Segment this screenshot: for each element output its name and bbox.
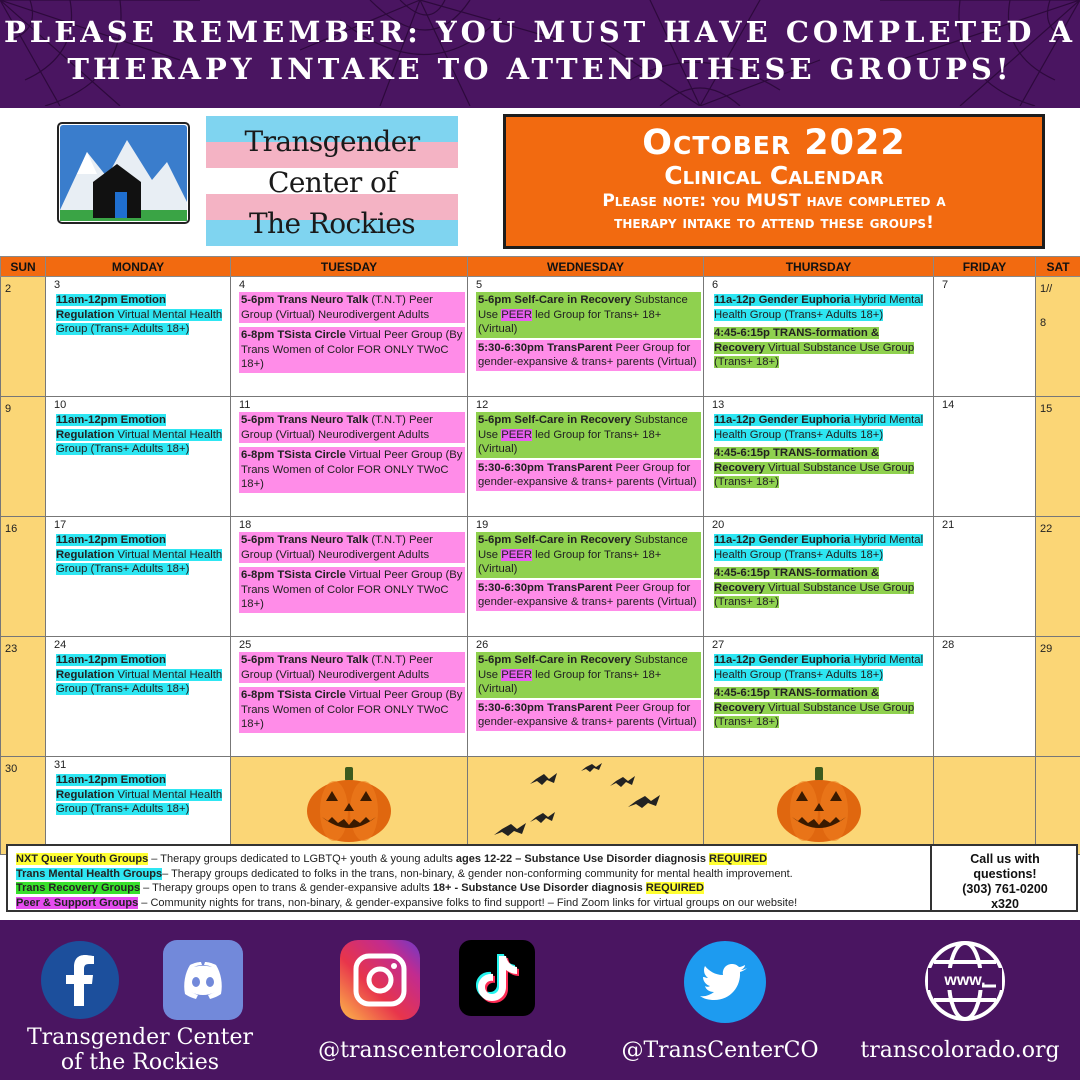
banner-line-2: THERAPY INTAKE TO ATTEND THESE GROUPS!	[67, 52, 1013, 86]
jack-o-lantern-icon	[774, 765, 864, 845]
day-cell-thu	[704, 277, 934, 397]
peer-highlight: PEER	[501, 308, 532, 321]
day-cell-mon	[46, 757, 231, 855]
day-cell-sun	[1, 517, 46, 637]
peer-highlight: PEER	[501, 428, 532, 441]
event-gender-euphoria[interactable]	[712, 292, 931, 323]
event-detail: Substance Use	[478, 414, 688, 441]
event-title: 4:45-6:15p TRANS-formation & Recovery	[714, 447, 880, 474]
event-trans-formation-recovery[interactable]	[712, 445, 931, 491]
event-detail: Peer Group for gender-expansive & trans+ parents (Virtual)	[478, 461, 697, 489]
day-cell-empty	[468, 757, 704, 855]
day-cell-sat	[1036, 637, 1080, 757]
mountain-house-logo	[57, 122, 190, 224]
day-number: 11	[239, 399, 251, 411]
day-cell-sat	[1036, 397, 1080, 517]
event-title: 11am-12pm Emotion Regulation	[56, 414, 166, 441]
contact-box	[930, 846, 1078, 910]
legend-recovery	[16, 881, 934, 896]
event-title: 11am-12pm Emotion Regulation	[56, 654, 166, 681]
event-detail: Virtual Peer Group (By Trans Women of Color FOR ONLY TWoC 18+)	[241, 689, 463, 731]
legend-peer-support	[16, 896, 934, 911]
peer-highlight: PEER	[501, 548, 532, 561]
event-detail: Hybrid Mental Health Group (Trans+ Adults 18+)	[714, 294, 924, 321]
day-number: 19	[476, 519, 489, 531]
event-title: 11am-12pm Emotion Regulation	[56, 534, 166, 561]
month-subtitle: Clinical Calendar	[664, 161, 884, 190]
event-title: 4:45-6:15p TRANS-formation & Recovery	[714, 687, 880, 714]
event-detail: Virtual Substance Use Group (Trans+ 18+)	[714, 341, 915, 369]
calendar-header-row	[1, 257, 1080, 277]
day-cell-empty	[231, 757, 468, 855]
day-number: 18	[239, 519, 252, 531]
event-title: 6-8pm TSista Circle	[241, 449, 346, 462]
day-number: 21	[942, 519, 955, 531]
twitter-handle[interactable]: @TransCenterCO	[621, 1038, 819, 1063]
day-cell-sat	[1036, 277, 1080, 397]
legend-text-bold: ages 12-22 – Substance Use Disorder diagnosis	[455, 853, 706, 865]
event-emotion-regulation[interactable]	[54, 652, 228, 698]
event-self-care-recovery[interactable]	[476, 292, 701, 338]
day-header-thu: THURSDAY	[704, 257, 934, 277]
legend-box	[6, 844, 1078, 912]
event-detail: Virtual Peer Group (By Trans Women of Color FOR ONLY TWoC 18+)	[241, 449, 463, 491]
event-title: 5:30-6:30pm TransParent	[478, 581, 613, 594]
day-cell-fri	[934, 397, 1036, 517]
day-cell-mon	[46, 397, 231, 517]
day-number: 5	[476, 279, 483, 291]
event-title: 5-6pm Trans Neuro Talk	[241, 534, 369, 546]
day-cell-tue	[231, 397, 468, 517]
legend-text: – Therapy groups open to trans & gender-expansive adults	[140, 882, 433, 894]
calendar-grid	[0, 256, 1080, 855]
event-title: 11a-12p Gender Euphoria	[714, 534, 851, 546]
required-badge: REQUIRED	[645, 882, 704, 894]
contact-phone[interactable]: (303) 761-0200	[962, 882, 1048, 896]
event-title: 6-8pm TSista Circle	[241, 569, 346, 582]
tiktok-icon[interactable]	[459, 940, 535, 1021]
day-number: 16	[5, 523, 18, 535]
event-detail: Virtual Mental Health Group (Trans+ Adults 18+)	[56, 428, 223, 456]
day-cell-sun	[1, 637, 46, 757]
day-header-fri: FRIDAY	[934, 257, 1036, 277]
month-note	[506, 190, 1042, 234]
day-number: 8	[1040, 317, 1047, 329]
day-number: 3	[54, 279, 61, 291]
event-detail: Peer Group for gender-expansive & trans+ parents (Virtual)	[478, 701, 697, 729]
event-title: 6-8pm TSista Circle	[241, 689, 346, 702]
event-gender-euphoria[interactable]	[712, 532, 931, 563]
contact-line-1: Call us with	[970, 852, 1040, 866]
legend-label: NXT Queer Youth Groups	[16, 853, 149, 865]
globe-icon-text: www.	[944, 972, 986, 989]
event-detail: Virtual Mental Health Group (Trans+ Adults 18+)	[56, 308, 223, 336]
brand-logo	[206, 116, 458, 246]
org-name-line-2: of the Rockies	[60, 1050, 220, 1075]
brand-line-1: Transgender	[244, 125, 420, 158]
day-cell-tue	[231, 517, 468, 637]
event-emotion-regulation[interactable]	[54, 292, 228, 338]
event-title: 5-6pm Trans Neuro Talk	[241, 414, 369, 426]
day-cell-mon	[46, 637, 231, 757]
event-detail: Substance Use	[478, 654, 688, 681]
legend-list	[16, 852, 934, 910]
event-detail: Peer Group for gender-expansive & trans+ parents (Virtual)	[478, 341, 697, 369]
event-title: 11a-12p Gender Euphoria	[714, 414, 851, 426]
event-detail: led Group for Trans+ 18+ (Virtual)	[478, 308, 662, 336]
event-title: 11a-12p Gender Euphoria	[714, 654, 851, 666]
day-cell-empty	[934, 757, 1036, 855]
website-link[interactable]: transcolorado.org	[860, 1038, 1060, 1063]
week-row	[1, 397, 1080, 517]
contact-extension: x320	[991, 897, 1019, 910]
event-transparent[interactable]	[476, 700, 701, 731]
event-detail: Hybrid Mental Health Group (Trans+ Adults 18+)	[714, 414, 924, 441]
day-header-wed: WEDNESDAY	[468, 257, 704, 277]
day-cell-fri	[934, 517, 1036, 637]
event-detail: Virtual Peer Group (By Trans Women of Color FOR ONLY TWoC 18+)	[241, 329, 463, 371]
event-title: 4:45-6:15p TRANS-formation & Recovery	[714, 327, 880, 354]
event-self-care-recovery[interactable]	[476, 412, 701, 458]
day-number: 4	[239, 279, 246, 291]
legend-label: Trans Mental Health Groups	[16, 867, 163, 880]
day-number: 14	[942, 399, 955, 411]
event-trans-neuro-talk[interactable]	[239, 532, 465, 565]
event-emotion-regulation[interactable]	[54, 772, 228, 818]
day-number: 27	[712, 639, 725, 651]
day-cell-sun	[1, 757, 46, 855]
event-detail: Virtual Mental Health Group (Trans+ Adults 18+)	[56, 668, 223, 696]
instagram-handle[interactable]: @transcentercolorado	[318, 1038, 567, 1063]
event-title: 5:30-6:30pm TransParent	[478, 701, 613, 714]
day-number: 6	[712, 279, 719, 291]
legend-text-bold: 18+ - Substance Use Disorder diagnosis	[432, 882, 643, 894]
org-name-line-1: Transgender Center	[26, 1025, 254, 1050]
event-self-care-recovery[interactable]	[476, 532, 701, 578]
day-number: 31	[54, 759, 67, 771]
legend-youth	[16, 852, 934, 867]
day-number: 13	[712, 399, 725, 411]
event-transparent[interactable]	[476, 340, 701, 371]
month-note-line-1: Please note: you MUST have completed a	[602, 191, 946, 211]
event-transparent[interactable]	[476, 580, 701, 611]
day-cell-wed	[468, 517, 704, 637]
day-header-mon: MONDAY	[46, 257, 231, 277]
event-trans-neuro-talk[interactable]	[239, 412, 465, 445]
day-header-tue: TUESDAY	[231, 257, 468, 277]
event-tsista-circle[interactable]	[239, 447, 465, 495]
day-cell-fri	[934, 277, 1036, 397]
event-trans-formation-recovery[interactable]	[712, 325, 931, 371]
day-number: 20	[712, 519, 725, 531]
event-detail: led Group for Trans+ 18+ (Virtual)	[478, 668, 662, 696]
day-number: 15	[1040, 403, 1053, 415]
week-row	[1, 637, 1080, 757]
day-cell-mon	[46, 517, 231, 637]
event-title: 11am-12pm Emotion Regulation	[56, 294, 166, 321]
event-self-care-recovery[interactable]	[476, 652, 701, 698]
event-title: 5-6pm Self-Care in Recovery	[478, 534, 632, 546]
brand-line-2: Center of	[268, 166, 396, 199]
day-number: 2	[5, 283, 12, 295]
day-number: 24	[54, 639, 67, 651]
event-detail: Virtual Substance Use Group (Trans+ 18+)	[714, 701, 915, 729]
week-row	[1, 517, 1080, 637]
day-cell-mon	[46, 277, 231, 397]
facebook-icon[interactable]	[40, 940, 120, 1025]
day-cell-thu	[704, 397, 934, 517]
event-detail: led Group for Trans+ 18+ (Virtual)	[478, 428, 662, 456]
day-cell-wed	[468, 277, 704, 397]
day-number: 17	[54, 519, 67, 531]
day-number: 7	[942, 279, 949, 291]
day-number: 28	[942, 639, 955, 651]
jack-o-lantern-icon	[304, 765, 394, 845]
event-title: 11am-12pm Emotion Regulation	[56, 774, 166, 801]
event-gender-euphoria[interactable]	[712, 652, 931, 683]
event-title: 5-6pm Self-Care in Recovery	[478, 294, 632, 306]
instagram-icon[interactable]	[340, 940, 420, 1025]
day-number: 12	[476, 399, 489, 411]
event-detail: (T.N.T) Peer Group (Virtual) Neurodivergent Adults	[241, 654, 433, 681]
event-detail: Substance Use	[478, 294, 688, 321]
calendar-panel	[0, 108, 1080, 920]
twitter-icon[interactable]	[683, 940, 767, 1029]
event-transparent[interactable]	[476, 460, 701, 491]
event-trans-formation-recovery[interactable]	[712, 565, 931, 611]
event-detail: Virtual Mental Health Group (Trans+ Adults 18+)	[56, 548, 223, 576]
day-cell-thu	[704, 517, 934, 637]
discord-icon[interactable]	[163, 940, 243, 1025]
legend-text: – Therapy groups dedicated to LGBTQ+ youth & young adults	[148, 853, 456, 865]
event-title: 5-6pm Self-Care in Recovery	[478, 414, 632, 426]
event-trans-neuro-talk[interactable]	[239, 652, 465, 685]
globe-icon[interactable]	[922, 938, 1008, 1029]
day-cell-tue	[231, 277, 468, 397]
week-row	[1, 757, 1080, 855]
legend-text: – Community nights for trans, non-binary, & gender-expansive folks to find support! – Find Zoom links for virtual groups on our website!	[138, 896, 798, 909]
peer-highlight: PEER	[501, 668, 532, 681]
contact-line-2: questions!	[973, 867, 1037, 881]
day-number: 30	[5, 763, 18, 775]
event-detail: Virtual Substance Use Group (Trans+ 18+)	[714, 461, 915, 489]
event-trans-formation-recovery[interactable]	[712, 685, 931, 731]
event-detail: Virtual Peer Group (By Trans Women of Color FOR ONLY TWoC 18+)	[241, 569, 463, 611]
event-title: 4:45-6:15p TRANS-formation & Recovery	[714, 567, 880, 594]
day-number: 9	[5, 403, 12, 415]
month-header-box	[503, 114, 1045, 249]
event-detail: Virtual Mental Health Group (Trans+ Adults 18+)	[56, 788, 223, 816]
event-detail: Virtual Substance Use Group (Trans+ 18+)	[714, 581, 915, 609]
event-title: 5:30-6:30pm TransParent	[478, 341, 613, 354]
legend-label: Trans Recovery Groups	[16, 882, 141, 894]
event-title: 6-8pm TSista Circle	[241, 329, 346, 342]
event-detail: (T.N.T) Peer Group (Virtual) Neurodivergent Adults	[241, 534, 433, 561]
day-number: 26	[476, 639, 489, 651]
event-detail: led Group for Trans+ 18+ (Virtual)	[478, 548, 662, 576]
day-number: 22	[1040, 523, 1053, 535]
day-header-sun: SUN	[1, 257, 46, 277]
day-cell-sun	[1, 277, 46, 397]
top-banner	[0, 0, 1080, 106]
event-detail: (T.N.T) Peer Group (Virtual) Neurodivergent Adults	[241, 414, 433, 441]
month-note-line-2: therapy intake to attend these groups!	[614, 213, 934, 233]
day-cell-fri	[934, 637, 1036, 757]
day-number: 25	[239, 639, 252, 651]
bats-icon	[476, 759, 696, 851]
event-title: 5-6pm Self-Care in Recovery	[478, 654, 632, 666]
day-cell-wed	[468, 397, 704, 517]
event-trans-neuro-talk[interactable]	[239, 292, 465, 325]
banner-line-1: PLEASE REMEMBER: YOU MUST HAVE COMPLETED A	[4, 15, 1076, 49]
event-tsista-circle[interactable]	[239, 567, 465, 615]
day-cell-empty	[1036, 757, 1080, 855]
event-title: 5-6pm Trans Neuro Talk	[241, 654, 369, 666]
event-detail: Peer Group for gender-expansive & trans+ parents (Virtual)	[478, 581, 697, 609]
event-emotion-regulation[interactable]	[54, 532, 228, 578]
week-row	[1, 277, 1080, 397]
event-detail: (T.N.T) Peer Group (Virtual) Neurodivergent Adults	[241, 294, 433, 321]
event-detail: Substance Use	[478, 534, 688, 561]
day-cell-sat	[1036, 517, 1080, 637]
day-number: 1//	[1040, 283, 1053, 295]
legend-text: – Therapy groups dedicated to folks in the trans, non-binary, & gender non-conforming community for mental health improvement.	[162, 867, 793, 880]
day-header-sat: SAT	[1036, 257, 1080, 277]
event-tsista-circle[interactable]	[239, 327, 465, 375]
required-badge: REQUIRED	[709, 853, 768, 865]
brand-line-3: The Rockies	[248, 207, 416, 240]
day-number: 29	[1040, 643, 1053, 655]
day-cell-sun	[1, 397, 46, 517]
event-detail: Hybrid Mental Health Group (Trans+ Adults 18+)	[714, 654, 924, 681]
event-detail: Hybrid Mental Health Group (Trans+ Adults 18+)	[714, 534, 924, 561]
month-title: October 2022	[642, 123, 906, 163]
day-cell-thu	[704, 637, 934, 757]
event-tsista-circle[interactable]	[239, 687, 465, 735]
day-cell-wed	[468, 637, 704, 757]
org-name	[10, 1025, 270, 1075]
event-emotion-regulation[interactable]	[54, 412, 228, 458]
legend-label: Peer & Support Groups	[16, 896, 139, 909]
social-footer	[0, 920, 1080, 1080]
legend-mental-health	[16, 867, 934, 882]
event-title: 5-6pm Trans Neuro Talk	[241, 294, 369, 306]
event-title: 5:30-6:30pm TransParent	[478, 461, 613, 474]
day-number: 10	[54, 399, 67, 411]
event-title: 11a-12p Gender Euphoria	[714, 294, 851, 306]
day-number: 23	[5, 643, 18, 655]
day-cell-empty	[704, 757, 934, 855]
day-cell-tue	[231, 637, 468, 757]
event-gender-euphoria[interactable]	[712, 412, 931, 443]
